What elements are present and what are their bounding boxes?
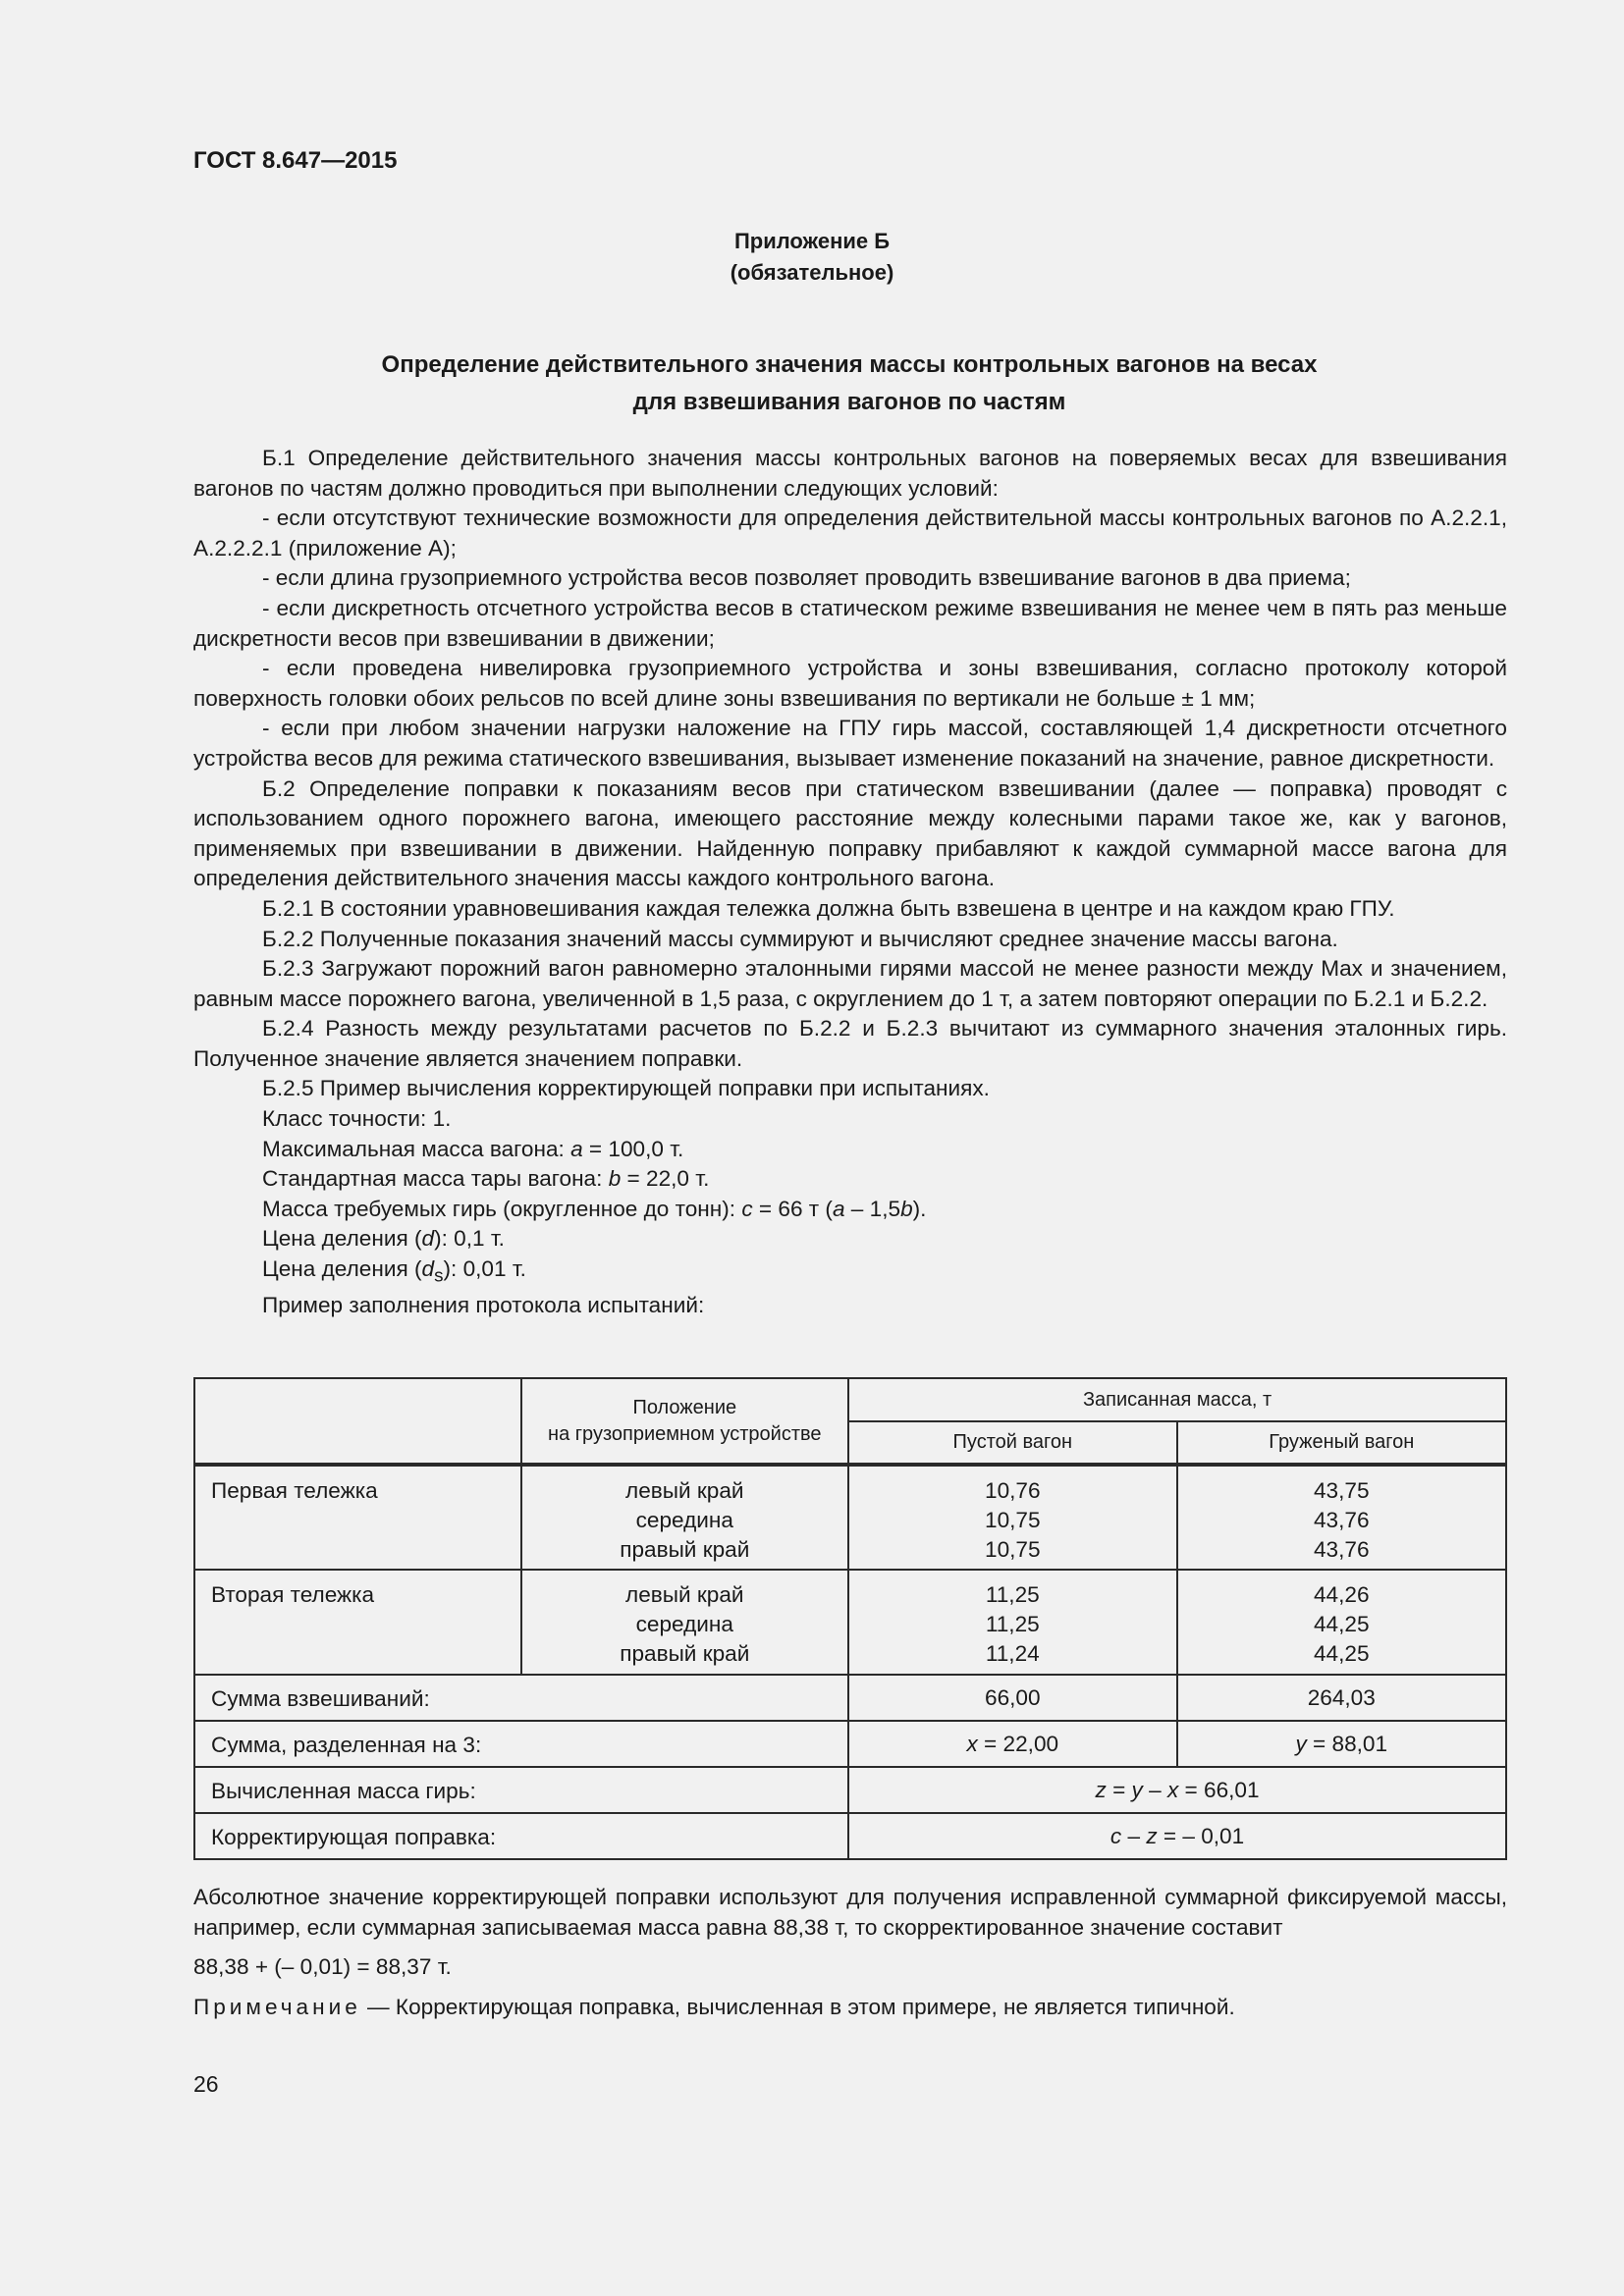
table-row xyxy=(194,1465,1506,1570)
calc-label: Вычисленная масса гирь: xyxy=(194,1767,848,1813)
tare-mass-line: Стандартная масса тары вагона: b = 22,0 т. xyxy=(262,1166,710,1192)
paragraph-b2-4: Б.2.4 Разность между результатами расчетов по Б.2.2 и Б.2.3 вычитают из суммарного значения эталонных гирь. Полученное значение является значением поправки. xyxy=(193,1016,1507,1071)
condition-2: - если длина грузоприемного устройства весов позволяет проводить взвешивание вагонов в два приема; xyxy=(262,565,1351,591)
table-row-sum xyxy=(194,1675,1506,1721)
condition-4: - если проведена нивелировка грузоприемного устройства и зоны взвешивания, согласно протоколу которой поверхность головки обоих рельсов по всей длине зоны взвешивания по вертикали не больше ± 1 мм; xyxy=(193,656,1507,711)
protocol-intro: Пример заполнения протокола испытаний: xyxy=(262,1293,705,1318)
annex-status: (обязательное) xyxy=(730,260,894,285)
correction-value: c – z = – 0,01 xyxy=(848,1813,1506,1859)
paragraph-b2-2: Б.2.2 Полученные показания значений массы суммируют и вычисляют среднее значение массы вагона. xyxy=(262,926,1338,951)
divided-loaded: y = 88,01 xyxy=(1177,1721,1507,1767)
note xyxy=(193,1993,1507,2023)
positions-cell: левый край середина правый край xyxy=(521,1570,849,1675)
positions-cell: левый край середина правый край xyxy=(521,1465,849,1570)
absolute-value-paragraph: Абсолютное значение корректирующей поправки используют для получения исправленной суммарной фиксируемой массы, например, если суммарная записываемая масса равна 88,38 т, то скорректированное значение составит xyxy=(193,1885,1507,1940)
paragraph-b2-1: Б.2.1 В состоянии уравновешивания каждая тележка должна быть взвешена в центре и на каждом краю ГПУ. xyxy=(262,895,1395,921)
table-row xyxy=(194,1570,1506,1675)
condition-5: - если при любом значении нагрузки наложение на ГПУ гирь массой, составляющей 1,4 дискретности отсчетного устройства весов для режима статического взвешивания, вызывает изменение показаний на значение, равное дискретности. xyxy=(193,716,1507,771)
empty-values-cell: 11,25 11,25 11,24 xyxy=(848,1570,1176,1675)
table-row-correction xyxy=(194,1813,1506,1859)
paragraph-b1: Б.1 Определение действительного значения массы контрольных вагонов на поверяемых весах для взвешивания вагонов по частям должно проводиться при выполнении следующих условий: xyxy=(193,446,1507,501)
paragraph-b2: Б.2 Определение поправки к показаниям весов при статическом взвешивании (далее — поправка) проводят с использованием одного порожнего вагона, имеющего расстояние между колесными парами такое же, как у вагонов, применяемых при взвешивании в движении. Найденную поправку прибавляют к каждой суммарной массе вагона для определения действительного значения массы каждого контрольного вагона. xyxy=(193,775,1507,891)
divided-label: Сумма, разделенная на 3: xyxy=(194,1721,848,1767)
table-header-empty-wagon: Пустой вагон xyxy=(848,1421,1176,1465)
document-id: ГОСТ 8.647—2015 xyxy=(193,147,398,174)
max-mass-line: Максимальная масса вагона: a = 100,0 т. xyxy=(262,1136,684,1161)
table-header-loaded-wagon: Груженый вагон xyxy=(1177,1421,1507,1465)
annex-title xyxy=(0,347,1624,421)
table-header-position: Положение на грузоприемном устройстве xyxy=(521,1378,849,1465)
condition-3: - если дискретность отсчетного устройства весов в статическом режиме взвешивания не менее чем в пять раз меньше дискретности весов при взвешивании в движении; xyxy=(193,595,1507,651)
bogy-name: Первая тележка xyxy=(194,1465,521,1570)
annex-body xyxy=(193,444,1507,1321)
annex-title-line-2: для взвешивания вагонов по частям xyxy=(632,389,1066,415)
condition-1: - если отсутствуют технические возможности для определения действительной массы контрольных вагонов по А.2.2.1, А.2.2.2.1 (приложение А); xyxy=(193,506,1507,561)
table-row-divided xyxy=(194,1721,1506,1767)
table-header-empty xyxy=(194,1378,521,1465)
note-text: — Корректирующая поправка, вычисленная в этом примере, не является типичной. xyxy=(360,1994,1235,2019)
annex-heading xyxy=(0,226,1624,289)
note-label: Примечание xyxy=(193,1994,361,2019)
test-protocol-table xyxy=(193,1377,1507,1860)
bogy-name: Вторая тележка xyxy=(194,1570,521,1675)
after-table-text xyxy=(193,1883,1507,2022)
division-ds-line: Цена деления $(d_s)$: 0,01 т. xyxy=(262,1256,526,1286)
annex-name: Приложение Б xyxy=(733,229,891,253)
sum-label: Сумма взвешиваний: xyxy=(194,1675,848,1721)
paragraph-b2-5: Б.2.5 Пример вычисления корректирующей поправки при испытаниях. xyxy=(262,1076,990,1101)
sum-loaded: 264,03 xyxy=(1177,1675,1507,1721)
loaded-values-cell: 43,75 43,76 43,76 xyxy=(1177,1465,1507,1570)
table-row-calc xyxy=(194,1767,1506,1813)
correction-formula: 88,38 + (– 0,01) = 88,37 т. xyxy=(193,1954,452,1980)
annex-title-line-1: Определение действительного значения массы контрольных вагонов на весах xyxy=(381,351,1318,378)
table-header-recorded-mass: Записанная масса, т xyxy=(848,1378,1506,1421)
division-d-line: Цена деления (d): 0,1 т. xyxy=(262,1226,505,1252)
calc-value: z = y – x = 66,01 xyxy=(848,1767,1506,1813)
sum-empty: 66,00 xyxy=(848,1675,1176,1721)
page-number: 26 xyxy=(193,2071,219,2097)
loaded-values-cell: 44,26 44,25 44,25 xyxy=(1177,1570,1507,1675)
accuracy-class: Класс точности: 1. xyxy=(262,1106,452,1132)
weights-mass-line: Масса требуемых гирь (округленное до тонн): c = 66 т (a – 1,5b). xyxy=(262,1196,927,1221)
correction-label: Корректирующая поправка: xyxy=(194,1813,848,1859)
paragraph-b2-3: Б.2.3 Загружают порожний вагон равномерно эталонными гирями массой не менее разности между Max и значением, равным массе порожнего вагона, увеличенной в 1,5 раза, с округлением до 1 т, а затем повторяют операции по Б.2.1 и Б.2.2. xyxy=(193,956,1507,1011)
empty-values-cell: 10,76 10,75 10,75 xyxy=(848,1465,1176,1570)
divided-empty: x = 22,00 xyxy=(848,1721,1176,1767)
